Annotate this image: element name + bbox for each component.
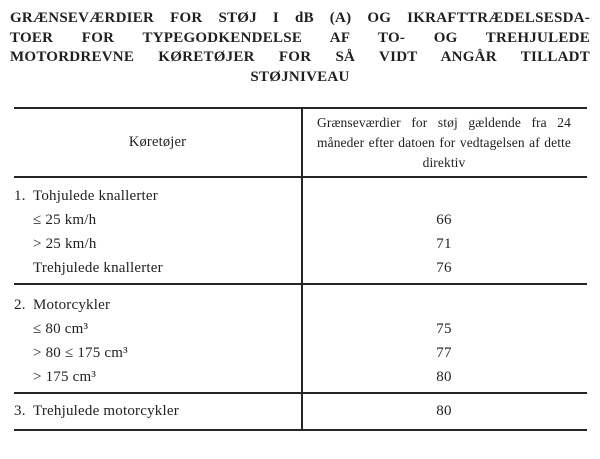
section-name: Trehjulede motorcykler [33, 403, 179, 419]
title-line-2: TOER FOR TYPEGODKENDELSE AF TO- OG TREHJULEDE [10, 29, 590, 46]
section-number: 3. [14, 403, 26, 419]
limits-column-header-cell [301, 113, 587, 173]
row-label: Trehjulede knallerter [33, 260, 163, 276]
noise-limits-table [14, 107, 587, 431]
row-label: ≤ 25 km/h [33, 212, 97, 228]
row-value: 77 [436, 345, 452, 361]
row-value [301, 184, 587, 208]
title-line-1: GRÆNSEVÆRDIER FOR STØJ I dB (A) OG IKRAFTTRÆDELSESDA- [10, 10, 590, 26]
row-value: 80 [436, 369, 452, 385]
row-value: 71 [436, 236, 452, 252]
row-label: ≤ 80 cm³ [33, 321, 89, 337]
row-value: 80 [436, 403, 452, 419]
vehicles-column-header: Køretøjer [128, 134, 187, 150]
document-title [10, 9, 590, 87]
section-heading [14, 293, 301, 317]
section-number: 1. [14, 188, 26, 204]
row-value [301, 293, 587, 317]
row-value: 66 [436, 212, 452, 228]
title-line-3: MOTORDREVNE KØRETØJER FOR SÅ VIDT ANGÅR TILLADT [10, 49, 590, 65]
row-label: > 175 cm³ [33, 369, 97, 385]
title-line-4: STØJNIVEAU [250, 68, 350, 85]
section-name: Tohjulede knallerter [33, 188, 158, 204]
section-number: 2. [14, 297, 26, 313]
section-heading [14, 184, 301, 208]
row-label: > 80 ≤ 175 cm³ [33, 345, 128, 361]
section-heading [14, 394, 301, 429]
row-value: 76 [436, 260, 452, 276]
row-label: > 25 km/h [33, 236, 97, 252]
document-page [0, 9, 600, 459]
column-divider-rule [301, 109, 303, 429]
section-name: Motorcykler [33, 297, 111, 313]
row-value: 75 [436, 321, 452, 337]
limits-column-header: Grænseværdier for støj gældende fra 24 måneder efter datoen for vedtagelsen af dette direktiv [317, 114, 571, 170]
